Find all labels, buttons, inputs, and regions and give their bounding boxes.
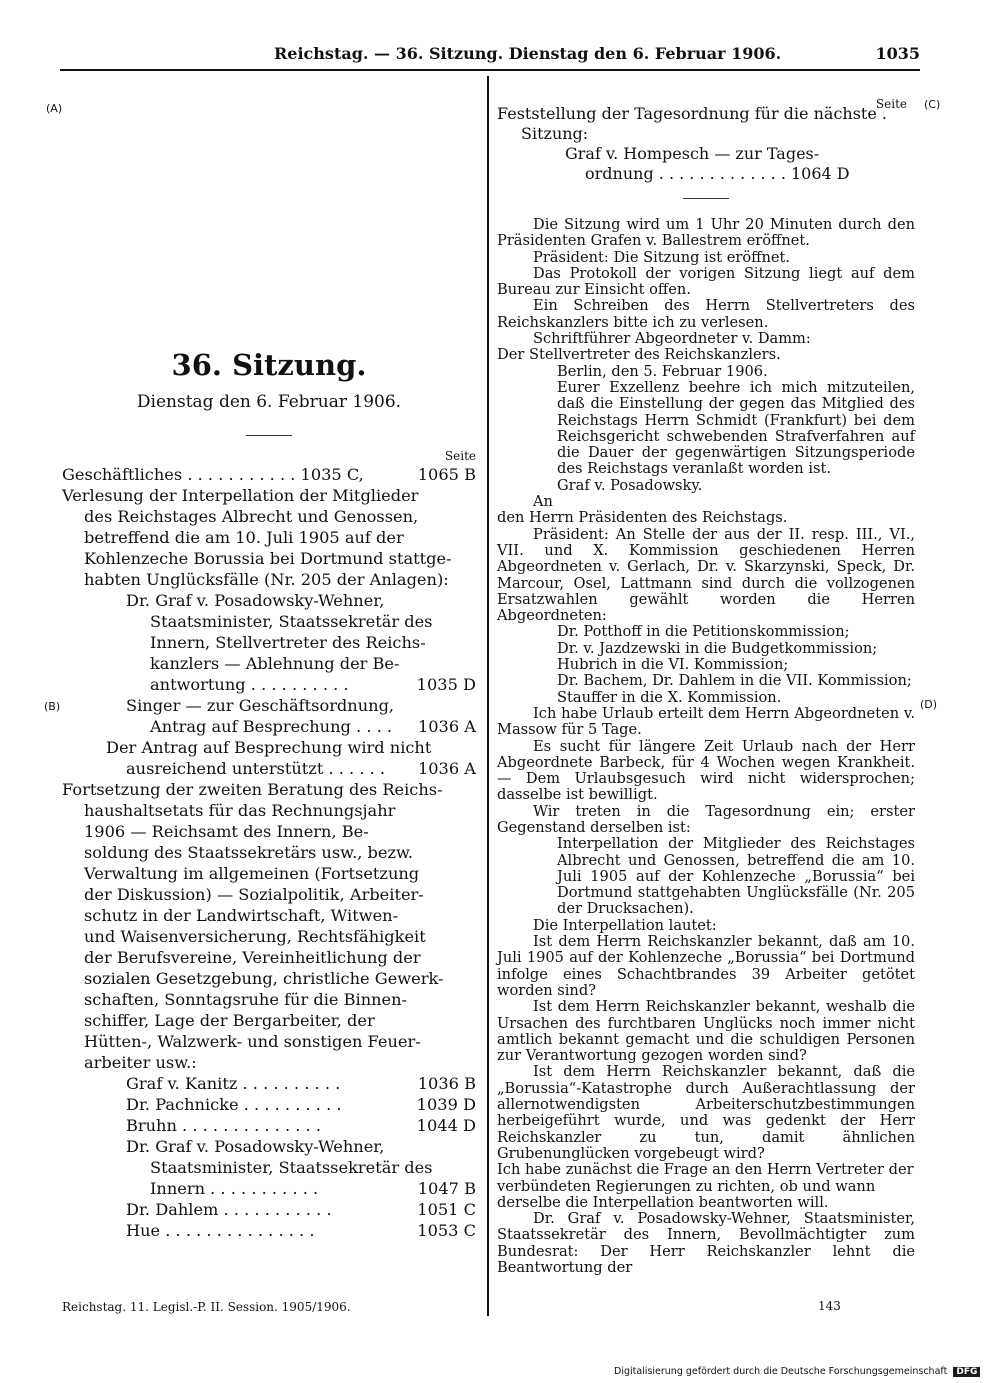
toc-page-ref: 1039 D bbox=[413, 1094, 476, 1115]
toc-entry bbox=[62, 884, 476, 905]
footer-number: 143 bbox=[818, 1299, 841, 1313]
toc-entry bbox=[62, 1031, 476, 1052]
toc-entry-text: kanzlers — Ablehnung der Be- bbox=[150, 654, 400, 673]
paragraph: Dr. Graf v. Posadowsky-Wehner, Staatsminister, Staatssekretär des Innern, Bevollmächtigter zum Bundesrat: Der Herr Reichskanzler lehnt die Beantwortung der bbox=[497, 1210, 915, 1276]
toc-entry-text: Dr. Graf v. Posadowsky-Wehner, bbox=[126, 1137, 385, 1156]
toc-entry-text: schutz in der Landwirtschaft, Witwen- bbox=[84, 906, 399, 925]
toc-page-ref: 1036 A bbox=[414, 716, 476, 737]
toc-entry-text: Innern . . . . . . . . . . . bbox=[150, 1179, 319, 1198]
seite-label: Seite bbox=[444, 449, 476, 463]
toc-entry-text: Staatsminister, Staatssekretär des bbox=[150, 612, 433, 631]
toc-page-ref: 1044 D bbox=[413, 1115, 476, 1136]
toc-entry bbox=[62, 779, 476, 800]
toc-entry bbox=[62, 506, 476, 527]
toc-entry bbox=[62, 1073, 476, 1094]
paragraph: Die Sitzung wird um 1 Uhr 20 Minuten durch den Präsidenten Grafen v. Ballestrem eröffnet. bbox=[497, 216, 915, 250]
paragraph: Es sucht für längere Zeit Urlaub nach der Herr Abgeordnete Barbeck, für 4 Wochen wegen Krankheit. — Dem Urlaubsgesuch wird nicht widersprochen; dasselbe ist bewilligt. bbox=[497, 737, 915, 804]
toc-entry-text: soldung des Staatssekretärs usw., bezw. bbox=[84, 843, 414, 862]
toc-entry bbox=[62, 695, 476, 716]
toc-entry-text: Hütten-, Walzwerk- und sonstigen Feuer- bbox=[84, 1032, 421, 1051]
toc-entry bbox=[62, 1052, 476, 1073]
protocol-text bbox=[497, 217, 915, 1276]
header-title: Reichstag. — 36. Sitzung. Dienstag den 6. Februar 1906. bbox=[274, 44, 782, 63]
margin-marker-b: (B) bbox=[44, 700, 61, 713]
separator bbox=[246, 435, 292, 436]
paragraph: Dr. Potthoff in die Petitionskommission; bbox=[557, 623, 850, 641]
paragraph: Ich habe zunächst die Frage an den Herrn Vertreter der verbündeten Regierungen zu richten, ob und wann derselbe die Interpellation beantworten will. bbox=[497, 1161, 914, 1211]
toc-entry bbox=[62, 905, 476, 926]
toc-entry-text: Singer — zur Geschäftsordnung, bbox=[126, 696, 395, 715]
toc-entry-text: Dr. Dahlem . . . . . . . . . . . bbox=[126, 1200, 332, 1219]
toc-entry bbox=[62, 1115, 476, 1136]
toc-page-ref: 1051 C bbox=[413, 1199, 476, 1220]
toc-entry bbox=[62, 611, 476, 632]
paragraph: Präsident: An Stelle der aus der II. resp. III., VI., VII. und X. Kommission geschiedenen Herren Abgeordneten v. Gerlach, Dr. v. Skarzynski, Speck, Dr. Marcour, Osel, Lattmann sind durch die vollzogenen Ersatzwahlen gewählt worden die Herren Abgeordneten: bbox=[497, 525, 915, 625]
toc-entry bbox=[62, 1136, 476, 1157]
toc-entry-text: der Berufsvereine, Vereinheitlichung der bbox=[84, 948, 421, 967]
toc-entry-text: 1906 — Reichsamt des Innern, Be- bbox=[84, 822, 369, 841]
toc-entry-text: Geschäftliches . . . . . . . . . . . 1035 C, bbox=[62, 465, 364, 484]
header-rule bbox=[60, 69, 920, 71]
toc-entry bbox=[62, 1220, 476, 1241]
toc-entry bbox=[62, 926, 476, 947]
toc-page-ref: 1053 C bbox=[413, 1220, 476, 1241]
paragraph: Ich habe Urlaub erteilt dem Herrn Abgeordneten v. Massow für 5 Tage. bbox=[497, 704, 915, 739]
margin-marker-a: (A) bbox=[46, 102, 63, 115]
toc-entry bbox=[62, 821, 476, 842]
toc-page-ref: 1036 A bbox=[414, 758, 476, 779]
paragraph: Ist dem Herrn Reichskanzler bekannt, weshalb die Ursachen des furchtbaren Unglücks noch immer nicht amtlich bekannt gemacht und die schuldigen Personen zur Verantwortung gezogen worden sind? bbox=[497, 998, 915, 1065]
toc-entry-text: Fortsetzung der zweiten Beratung des Reichs- bbox=[62, 780, 443, 799]
separator bbox=[683, 198, 729, 199]
toc-entry-text: betreffend die am 10. Juli 1905 auf der bbox=[84, 528, 404, 547]
toc-entry bbox=[62, 1199, 476, 1220]
toc-entry-text: der Diskussion) — Sozialpolitik, Arbeiter- bbox=[84, 885, 424, 904]
toc-entry-text: des Reichstages Albrecht und Genossen, bbox=[84, 507, 419, 526]
toc-entry bbox=[62, 758, 476, 779]
toc-entry bbox=[62, 989, 476, 1010]
toc-entry-text: haushaltsetats für das Rechnungsjahr bbox=[84, 801, 396, 820]
paragraph: Ist dem Herrn Reichskanzler bekannt, daß die „Borussia“-Katastrophe durch Außerachtlassung der allernotwendigsten Arbeiterschutzbestimmungen herbeigeführt wurde, und was gedenkt der Herr Reichskanzler zu tun, damit ähnlichen Grubenunglücken vorgebeugt wird? bbox=[497, 1063, 915, 1162]
margin-marker-c: (C) bbox=[924, 98, 941, 111]
seite-label-right: Seite bbox=[875, 97, 907, 111]
toc-entry-text: arbeiter usw.: bbox=[84, 1053, 197, 1072]
session-title: 36. Sitzung. bbox=[171, 348, 367, 382]
toc-entry bbox=[62, 863, 476, 884]
toc-entry bbox=[62, 1178, 476, 1199]
paragraph: den Herrn Präsidenten des Reichstags. bbox=[497, 509, 788, 527]
agenda-line: ordnung . . . . . . . . . . . . . 1064 D bbox=[585, 164, 850, 183]
toc-entry bbox=[62, 674, 476, 695]
right-column bbox=[497, 90, 915, 1276]
toc-entry bbox=[62, 737, 476, 758]
paragraph: Ist dem Herrn Reichskanzler bekannt, daß am 10. Juli 1905 auf der Kohlenzeche „Borussia“ bei Dortmund infolge eines Schachtbrandes 39 Arbeiter getötet worden sind? bbox=[497, 933, 915, 999]
toc-entry bbox=[62, 464, 476, 485]
toc-entry bbox=[62, 947, 476, 968]
toc-page-ref: 1036 B bbox=[414, 1073, 476, 1094]
toc-entry bbox=[62, 590, 476, 611]
toc-entry-text: Kohlenzeche Borussia bei Dortmund stattge- bbox=[84, 549, 452, 568]
toc-entry-text: Staatsminister, Staatssekretär des bbox=[150, 1158, 433, 1177]
paragraph: Der Stellvertreter des Reichskanzlers. bbox=[497, 346, 781, 364]
digitization-text: Digitalisierung gefördert durch die Deutsche Forschungsgemeinschaft bbox=[614, 1366, 948, 1377]
session-date: Dienstag den 6. Februar 1906. bbox=[136, 392, 402, 412]
toc-entry bbox=[62, 1010, 476, 1031]
paragraph: Interpellation der Mitglieder des Reichstages Albrecht und Genossen, betreffend die am 10. Juli 1905 auf der Kohlenzeche „Borussia“ bei Dortmund stattgehabten Unglücksfälle (Nr. 205 der Drucksachen). bbox=[557, 835, 915, 918]
toc-entry bbox=[62, 569, 476, 590]
toc-entry-text: Der Antrag auf Besprechung wird nicht bbox=[106, 738, 432, 757]
paragraph: Graf v. Posadowsky. bbox=[557, 476, 703, 494]
toc-entry bbox=[62, 842, 476, 863]
toc-page-ref: 1035 D bbox=[413, 674, 476, 695]
toc-entry-text: antwortung . . . . . . . . . . bbox=[150, 675, 349, 694]
toc-entry-text: Hue . . . . . . . . . . . . . . . bbox=[126, 1221, 315, 1240]
paragraph: Präsident: Die Sitzung ist eröffnet. bbox=[533, 248, 791, 266]
left-column bbox=[62, 80, 476, 1241]
paragraph: An bbox=[533, 493, 553, 511]
paragraph: Dr. Bachem, Dr. Dahlem in die VII. Kommission; bbox=[557, 672, 912, 690]
toc-entry-text: schiffer, Lage der Bergarbeiter, der bbox=[84, 1011, 375, 1030]
paragraph: Berlin, den 5. Februar 1906. bbox=[557, 362, 768, 380]
toc-entry bbox=[62, 653, 476, 674]
toc-entry bbox=[62, 1094, 476, 1115]
agenda-line: Feststellung der Tagesordnung für die nächste . bbox=[497, 104, 887, 123]
toc-page-ref: 1065 B bbox=[414, 464, 476, 485]
table-of-contents bbox=[62, 464, 476, 1241]
paragraph: Hubrich in die VI. Kommission; bbox=[557, 656, 789, 674]
toc-entry bbox=[62, 968, 476, 989]
toc-entry bbox=[62, 527, 476, 548]
toc-entry-text: ausreichend unterstützt . . . . . . bbox=[126, 759, 386, 778]
dfg-logo: DFG bbox=[953, 1367, 980, 1377]
paragraph: Eurer Exzellenz beehre ich mich mitzuteilen, daß die Einstellung der gegen das Mitglied des Reichstags Herrn Schmidt (Frankfurt) bei dem Reichsgericht schwebenden Strafverfahren auf die Dauer der gegenwärtigen Sitzungsperiode des Reichstags veranlaßt worden ist. bbox=[557, 378, 915, 478]
paragraph: Das Protokoll der vorigen Sitzung liegt auf dem Bureau zur Einsicht offen. bbox=[497, 264, 915, 299]
paragraph: Dr. v. Jazdzewski in die Budgetkommission; bbox=[557, 639, 878, 657]
paragraph: Wir treten in die Tagesordnung ein; erster Gegenstand derselben ist: bbox=[497, 802, 915, 836]
toc-entry-text: Dr. Pachnicke . . . . . . . . . . bbox=[126, 1095, 342, 1114]
toc-entry-text: Antrag auf Besprechung . . . . bbox=[150, 717, 393, 736]
toc-entry-text: Dr. Graf v. Posadowsky-Wehner, bbox=[126, 591, 385, 610]
toc-entry bbox=[62, 1157, 476, 1178]
toc-entry-text: Verwaltung im allgemeinen (Fortsetzung bbox=[84, 864, 420, 883]
toc-entry-text: Verlesung der Interpellation der Mitglieder bbox=[62, 486, 419, 505]
toc-entry-text: schaften, Sonntagsruhe für die Binnen- bbox=[84, 990, 408, 1009]
toc-entry bbox=[62, 485, 476, 506]
toc-entry bbox=[62, 548, 476, 569]
toc-page-ref: 1047 B bbox=[414, 1178, 476, 1199]
toc-entry-text: und Waisenversicherung, Rechtsfähigkeit bbox=[84, 927, 426, 946]
toc-entry bbox=[62, 800, 476, 821]
toc-entry bbox=[62, 632, 476, 653]
toc-entry-text: habten Unglücksfälle (Nr. 205 der Anlagen): bbox=[84, 570, 449, 589]
paragraph: Die Interpellation lautet: bbox=[533, 916, 717, 934]
toc-entry-text: sozialen Gesetzgebung, christliche Gewerk- bbox=[84, 969, 444, 988]
digitization-note bbox=[614, 1366, 980, 1377]
paragraph: Schriftführer Abgeordneter v. Damm: bbox=[533, 330, 811, 348]
paragraph: Stauffer in die X. Kommission. bbox=[557, 688, 782, 706]
toc-entry-text: Innern, Stellvertreter des Reichs- bbox=[150, 633, 426, 652]
paragraph: Ein Schreiben des Herrn Stellvertreters des Reichskanzlers bitte ich zu verlesen. bbox=[497, 297, 915, 331]
footer-left: Reichstag. 11. Legisl.-P. II. Session. 1905/1906. bbox=[62, 1300, 351, 1314]
toc-entry-text: Bruhn . . . . . . . . . . . . . . bbox=[126, 1116, 321, 1135]
agenda-line: Sitzung: bbox=[521, 124, 589, 143]
page-number: 1035 bbox=[875, 44, 920, 63]
toc-entry-text: Graf v. Kanitz . . . . . . . . . . bbox=[126, 1074, 341, 1093]
column-divider bbox=[487, 76, 489, 1316]
agenda-line: Graf v. Hompesch — zur Tages- bbox=[565, 144, 820, 163]
margin-marker-d: (D) bbox=[920, 698, 938, 711]
toc-entry bbox=[62, 716, 476, 737]
